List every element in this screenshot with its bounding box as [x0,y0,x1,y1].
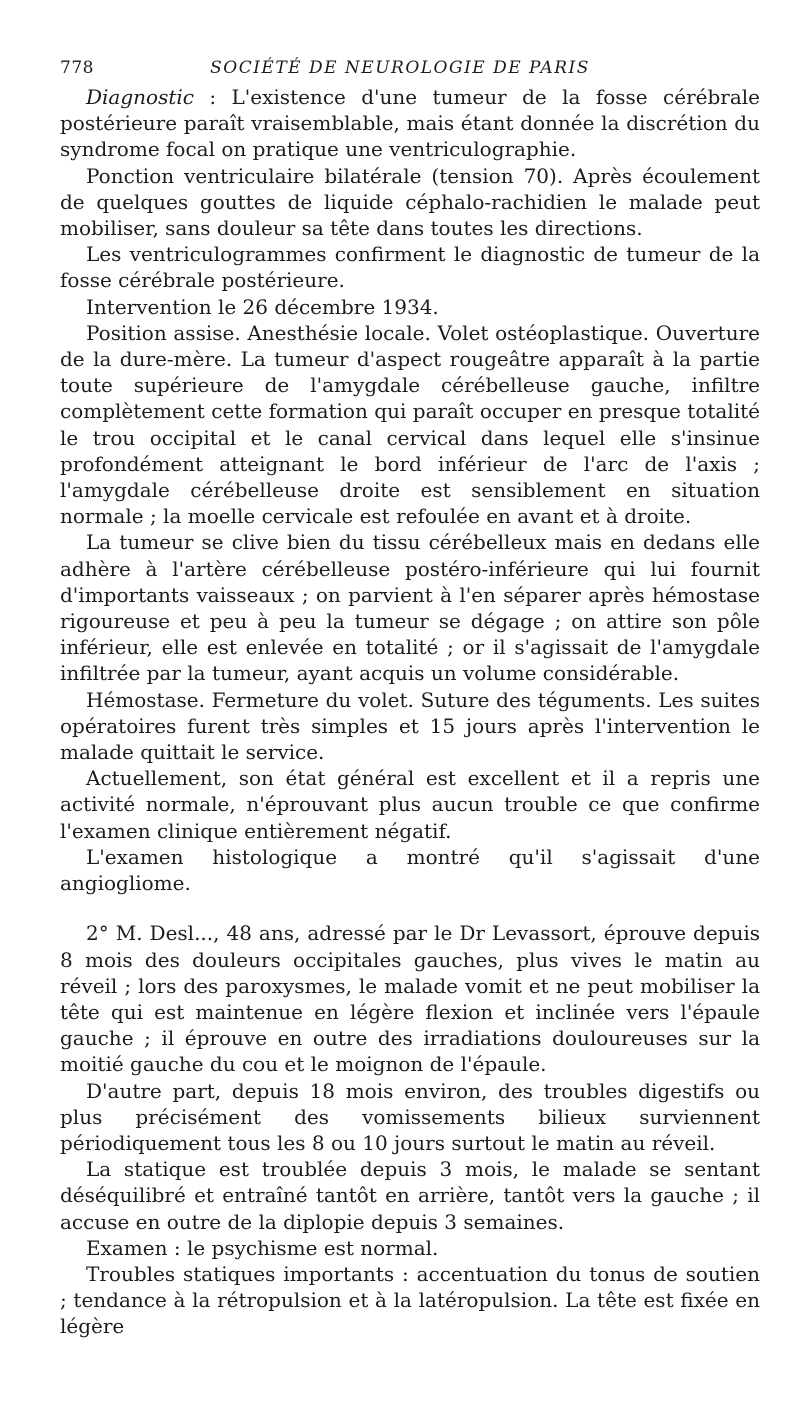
paragraph: D'autre part, depuis 18 mois environ, des troubles digestifs ou plus précisément des vomissements bilieux surviennent périodiquement tous les 8 ou 10 jours surtout le matin au réveil. [60,1078,760,1155]
paragraph: La statique est troublée depuis 3 mois, le malade se sentant déséquilibré et entraîné tantôt en arrière, tantôt vers la gauche ; il accuse en outre de la diplopie depuis 3 semaines. [60,1157,760,1234]
article-body [60,84,760,1340]
paragraph: Position assise. Anesthésie locale. Volet ostéoplastique. Ouverture de la dure-mère. La tumeur d'aspect rougeâtre apparaît à la partie toute supérieure de l'amygdale cérébelleuse gauche, infiltre complètement cette formation qui paraît occuper en presque totalité le trou occipital et le canal cervical dans lequel elle s'insinue profondément atteignant le bord inférieur de l'arc de l'axis ; l'amygdale cérébelleuse droite est sensiblement en situation normale ; la moelle cervicale est refoulée en avant et à droite. [60,320,760,529]
paragraph: Ponction ventriculaire bilatérale (tension 70). Après écoulement de quelques gouttes de liquide céphalo-rachidien le malade peut mobiliser, sans douleur sa tête dans toutes les directions. [60,163,760,241]
paragraph: Examen : le psychisme est normal. [86,1235,439,1260]
running-header [60,52,740,82]
paragraph: Hémostase. Fermeture du volet. Suture des téguments. Les suites opératoires furent très simples et 15 jours après l'intervention le malade quittait le service. [60,687,760,765]
diagnostic-label: Diagnostic [86,85,194,109]
paragraph: Les ventriculogrammes confirment le diagnostic de tumeur de la fosse cérébrale postérieure. [60,242,760,293]
paragraph-text: : L'existence d'une tumeur de la fosse cérébrale postérieure paraît vraisemblable, mais étant donnée la discrétion du syndrome focal on pratique une ventriculographie. [60,85,760,162]
paragraph: L'examen histologique a montré qu'il s'agissait d'une angiogliome. [60,844,760,896]
paragraph: Intervention le 26 décembre 1934. [86,294,439,319]
paragraph-case-2: 2° M. Desl..., 48 ans, adressé par le Dr Levassort, éprouve depuis 8 mois des douleurs occipitales gauches, plus vives le matin au réveil ; lors des paroxysmes, le malade vomit et ne peut mobiliser la tête qui est maintenue en légère flexion et inclinée vers l'épaule gauche ; il éprouve en outre des irradiations douloureuses sur la moitié gauche du cou et le moignon de l'épaule. [60,921,760,1077]
paragraph: Troubles statiques importants : accentuation du tonus de soutien ; tendance à la rétropulsion et à la latéropulsion. La tête est fixée en légère [60,1261,760,1339]
paragraph: Actuellement, son état général est excellent et il a repris une activité normale, n'éprouvant plus aucun trouble ce que confirme l'examen clinique entièrement négatif. [60,766,760,843]
running-title: SOCIÉTÉ DE NEUROLOGIE DE PARIS [210,58,590,78]
page-number: 778 [60,58,94,78]
paragraph: La tumeur se clive bien du tissu cérébelleux mais en dedans elle adhère à l'artère cérébelleuse postéro-inférieure qui lui fournit d'importants vaisseaux ; on parvient à l'en séparer après hémostase rigoureuse et peu à peu la tumeur se dégage ; on attire son pôle inférieur, elle est enlevée en totalité ; or il s'agissait de l'amygdale infiltrée par la tumeur, ayant acquis un volume considérable. [60,530,760,686]
paragraph-diagnostic [60,84,760,163]
